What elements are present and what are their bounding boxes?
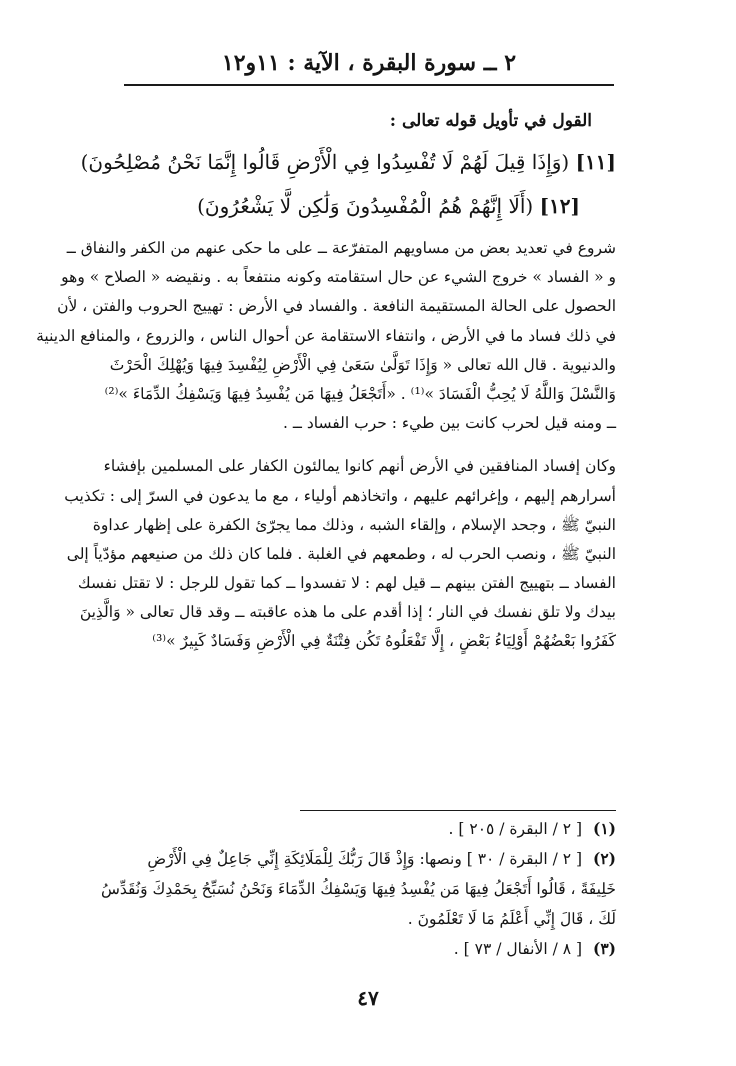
text-line: وَالنَّسْلَ وَاللَّهُ لَا يُحِبُّ الْفَسَادَ »⁽¹⁾ . «أَتَجْعَلُ فِيهَا مَن يُفْسِدُ فِيهَا وَيَسْفِكُ الدِّمَاءَ »⁽²⁾ bbox=[104, 384, 616, 403]
section-intro: القول في تأويل قوله تعالى : bbox=[389, 111, 592, 131]
footnote-number: (٢) bbox=[592, 849, 616, 868]
header-divider bbox=[124, 84, 614, 86]
running-header: ٢ ــ سورة البقرة ، الآية : ١١و١٢ bbox=[221, 50, 517, 76]
text-line: الحصول على الحالة المستقيمة النافعة . والفساد في الأرض : تهييج الحروب والفتن ، لأن bbox=[57, 297, 616, 316]
footnote-text: [ ٢ / البقرة / ٣٠ ] ونصها: وَإِذْ قَالَ رَبُّكَ لِلْمَلَائِكَةِ إِنِّي جَاعِلٌ فِي الْأَرْضِ bbox=[147, 850, 583, 868]
verse-12 bbox=[124, 184, 616, 228]
footnote-1 bbox=[124, 814, 616, 844]
text-line: بيدك ولا تلق نفسك في النار ؛ إذا أقدم على ما هذه عاقبته ــ وقد قال تعالى « وَالَّذِينَ bbox=[79, 603, 616, 622]
text-line: في ذلك فساد ما في الأرض ، وانتفاء الاستقامة عن أحوال الناس ، والزروع ، والمنافع الدينية bbox=[36, 326, 616, 345]
text-line: أسرارهم إليهم ، وإغرائهم عليهم ، واتخاذهم أولياء ، مع ما يدعون في السرّ إلى : تكذيب bbox=[64, 486, 616, 505]
footnote-text: [ ٢ / البقرة / ٢٠٥ ] . bbox=[448, 820, 583, 838]
verse-text: (أَلَا إِنَّهُمْ هُمُ الْمُفْسِدُونَ وَلَٰكِن لَّا يَشْعُرُونَ) bbox=[197, 194, 534, 218]
footnote-2 bbox=[124, 844, 616, 874]
footnote-text: [ ٨ / الأنفال / ٧٣ ] . bbox=[453, 940, 583, 958]
text-line: ــ ومنه قيل لحرب كانت بين طيء : حرب الفساد ــ . bbox=[282, 414, 616, 433]
text-line: النبيّ ﷺ ، ونصب الحرب له ، وطمعهم في الغلبة . فلما كان ذلك من صنيعهم مؤدّياً إلى bbox=[66, 544, 616, 563]
commentary-paragraph-1 bbox=[36, 234, 616, 438]
verse-number: [١١] bbox=[575, 150, 616, 174]
page-number: ٤٧ bbox=[357, 986, 379, 1010]
footnote-text: لَكَ ، قَالَ إِنِّي أَعْلَمُ مَا لَا تَعْلَمُونَ . bbox=[407, 910, 616, 928]
footnote-number: (٣) bbox=[592, 939, 616, 958]
footnotes bbox=[100, 814, 616, 964]
text-line: كَفَرُوا بَعْضُهُمْ أَوْلِيَاءُ بَعْضٍ ، إِلَّا تَفْعَلُوهُ تَكُن فِتْنَةٌ فِي الْأَرْضِ وَفَسَادٌ كَبِيرٌ »⁽³⁾ bbox=[152, 632, 616, 651]
footnote-2-continued bbox=[124, 904, 616, 934]
commentary-paragraph-2 bbox=[64, 452, 616, 656]
text-line: و « الفساد » خروج الشيء عن حال استقامته وكونه منتفعاً به . ونقيضه « الصلاح » وهو bbox=[61, 268, 616, 287]
text-line: شروع في تعديد بعض من مساويهم المتفرّعة ــ على ما حكى عنهم من الكفر والنفاق ــ bbox=[66, 239, 616, 257]
main-text bbox=[36, 106, 616, 657]
verse-text: (وَإِذَا قِيلَ لَهُمْ لَا تُفْسِدُوا فِي الْأَرْضِ قَالُوا إِنَّمَا نَحْنُ مُصْلِحُونَ) bbox=[80, 150, 570, 174]
text-line: الفساد ــ بتهييج الفتن بينهم ــ قيل لهم : لا تفسدوا ــ كما تقول للرجل : لا تقتل نفسك bbox=[77, 574, 616, 593]
verse-number: [١٢] bbox=[539, 194, 580, 218]
text-line: وكان إفساد المنافقين في الأرض أنهم كانوا يمالئون الكفار على المسلمين بإفشاء bbox=[103, 457, 616, 476]
footnote-3 bbox=[124, 934, 616, 964]
footnote-number: (١) bbox=[592, 819, 616, 838]
text-line: النبيّ ﷺ ، وجحد الإسلام ، وإلقاء الشبه ، وذلك مما يجرّئ الكفرة على إظهار عداوة bbox=[92, 515, 616, 534]
footnote-divider bbox=[300, 810, 616, 811]
text-line: والدنيوية . قال الله تعالى « وَإِذَا تَوَلَّىٰ سَعَىٰ فِي الْأَرْضِ لِيُفْسِدَ فِيهَا وَيُهْلِكَ الْحَرْثَ bbox=[109, 355, 616, 374]
footnote-2-continued bbox=[100, 874, 616, 904]
footnote-text: خَلِيفَةً ، قَالُوا أَتَجْعَلُ فِيهَا مَن يُفْسِدُ فِيهَا وَيَسْفِكُ الدِّمَاءَ وَنَحْنُ نُسَبِّحُ بِحَمْدِكَ وَنُقَدِّسُ bbox=[100, 880, 616, 898]
verse-11 bbox=[80, 140, 616, 184]
